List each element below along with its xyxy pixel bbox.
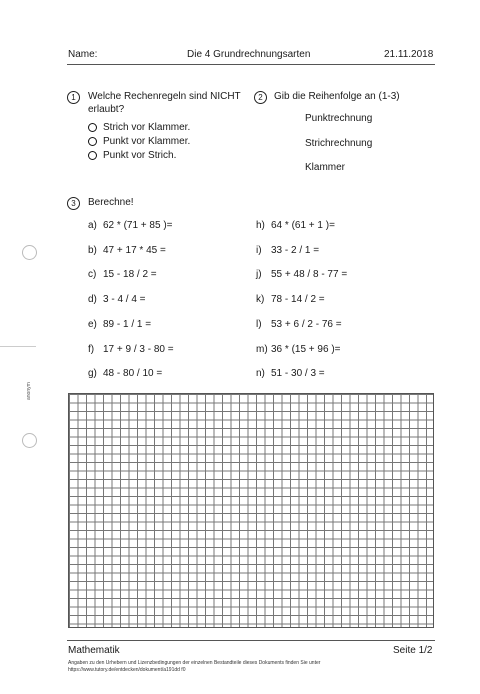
exercise-label: l)	[256, 319, 262, 330]
exercise-f	[88, 344, 174, 355]
order-item-punktrechnung: Punktrechnung	[305, 113, 373, 124]
exercise-expression: 15 - 18 / 2 =	[103, 269, 157, 280]
exercise-h	[256, 220, 335, 231]
footer-license-note: Angaben zu den Urhebern und Lizenzbedingungen der einzelnen Bestandteile dieses Dokuments finden Sie unter	[68, 660, 321, 666]
footer-rule	[67, 640, 435, 641]
task-number-1: 1	[67, 91, 80, 104]
exercise-l	[256, 319, 342, 330]
task3-title: Berechne!	[88, 197, 134, 208]
exercise-expression: 62 * (71 + 85 )=	[103, 220, 173, 231]
header-rule	[67, 64, 435, 65]
exercise-a	[88, 220, 173, 231]
side-label: anonym	[26, 382, 32, 400]
exercise-expression: 78 - 14 / 2 =	[271, 294, 325, 305]
exercise-g	[88, 368, 162, 379]
task1-question-line1: Welche Rechenregeln sind NICHT	[88, 91, 241, 102]
punch-hole-bottom	[22, 433, 37, 448]
exercise-expression: 47 + 17 * 45 =	[103, 245, 166, 256]
exercise-label: b)	[88, 245, 97, 256]
exercise-label: c)	[88, 269, 97, 280]
punch-hole-top	[22, 245, 37, 260]
exercise-n	[256, 368, 325, 379]
exercise-expression: 53 + 6 / 2 - 76 =	[271, 319, 342, 330]
exercise-d	[88, 294, 146, 305]
exercise-expression: 36 * (15 + 96 )=	[271, 344, 341, 355]
exercise-label: d)	[88, 294, 97, 305]
exercise-i	[256, 245, 319, 256]
exercise-label: m)	[256, 344, 268, 355]
exercise-j	[256, 269, 347, 280]
radio-circle-icon[interactable]	[88, 137, 97, 146]
exercise-e	[88, 319, 151, 330]
exercise-expression: 33 - 2 / 1 =	[271, 245, 320, 256]
exercise-expression: 55 + 48 / 8 - 77 =	[271, 269, 348, 280]
option-label: Punkt vor Strich.	[103, 150, 177, 161]
exercise-m	[256, 344, 341, 355]
exercise-label: g)	[88, 368, 97, 379]
footer-page-number: Seite 1/2	[393, 645, 433, 656]
calculation-grid[interactable]	[68, 393, 434, 628]
exercise-b	[88, 245, 166, 256]
exercise-label: a)	[88, 220, 97, 231]
task-number-3: 3	[67, 197, 80, 210]
exercise-label: i)	[256, 245, 262, 256]
footer-subject: Mathematik	[68, 645, 120, 656]
order-item-klammer: Klammer	[305, 162, 346, 173]
exercise-expression: 48 - 80 / 10 =	[103, 368, 163, 379]
exercise-k	[256, 294, 325, 305]
radio-circle-icon[interactable]	[88, 151, 97, 160]
footer-license-link[interactable]: https://www.tutory.de/entdecken/dokument/a191dd f0	[68, 667, 186, 673]
exercise-label: e)	[88, 319, 97, 330]
exercise-label: f)	[88, 344, 95, 355]
name-label: Name:	[68, 49, 98, 60]
option-punkt-vor-klammer[interactable]	[88, 136, 190, 147]
fold-mark	[0, 346, 36, 347]
exercise-expression: 3 - 4 / 4 =	[103, 294, 146, 305]
worksheet-title: Die 4 Grundrechnungsarten	[187, 49, 311, 60]
exercise-label: j)	[256, 269, 262, 280]
exercise-label: h)	[256, 220, 265, 231]
worksheet-date: 21.11.2018	[384, 49, 434, 60]
option-label: Strich vor Klammer.	[103, 122, 191, 133]
radio-circle-icon[interactable]	[88, 123, 97, 132]
task1-question	[88, 90, 241, 116]
task1-question-line2: erlaubt?	[88, 104, 125, 115]
exercise-expression: 17 + 9 / 3 - 80 =	[103, 344, 174, 355]
exercise-c	[88, 269, 157, 280]
task2-question: Gib die Reihenfolge an (1-3)	[274, 91, 400, 102]
order-item-strichrechnung: Strichrechnung	[305, 138, 373, 149]
exercise-expression: 51 - 30 / 3 =	[271, 368, 325, 379]
exercise-label: k)	[256, 294, 265, 305]
task-number-2: 2	[254, 91, 267, 104]
exercise-label: n)	[256, 368, 265, 379]
exercise-expression: 64 * (61 + 1 )=	[271, 220, 335, 231]
option-strich-vor-klammer[interactable]	[88, 122, 190, 133]
option-label: Punkt vor Klammer.	[103, 136, 191, 147]
exercise-expression: 89 - 1 / 1 =	[103, 319, 152, 330]
option-punkt-vor-strich[interactable]	[88, 150, 176, 161]
